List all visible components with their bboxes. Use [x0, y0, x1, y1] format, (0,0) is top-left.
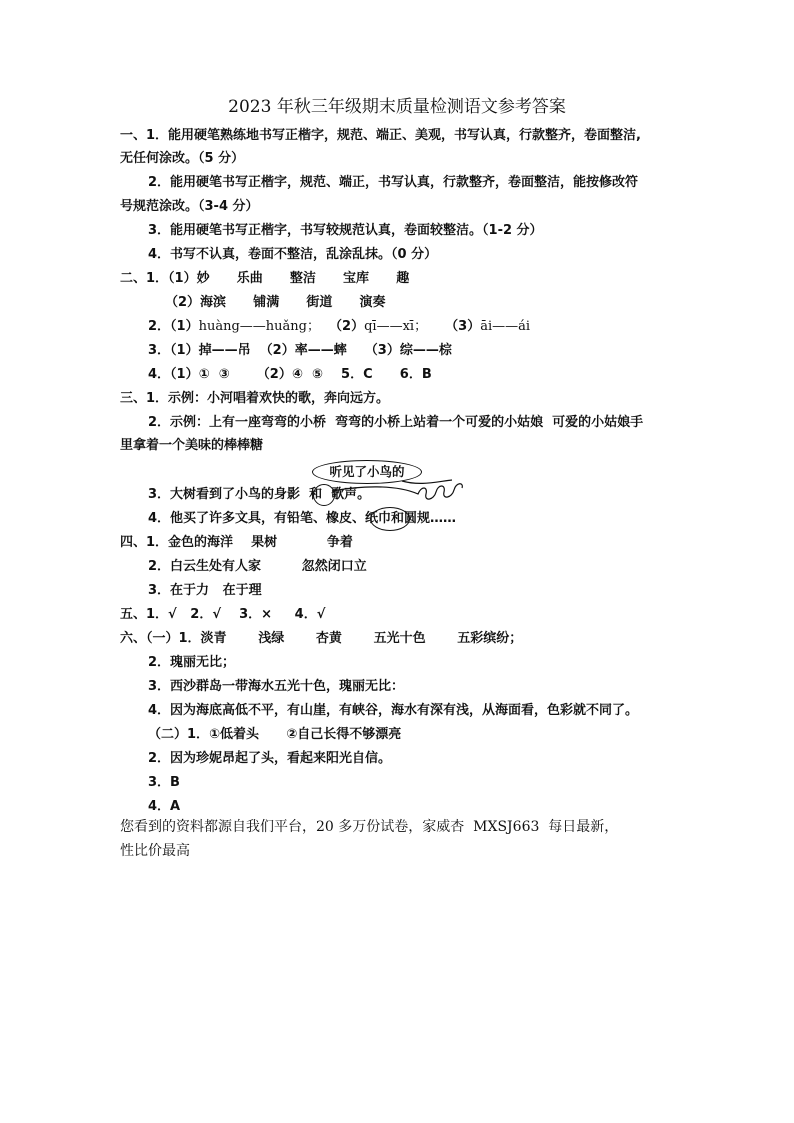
pinyin-3: āi——ái [480, 319, 531, 334]
s5-line-1: 五、1．√ 2．√ 3．× 4．√ [120, 607, 326, 622]
s2-line-3: 2．（1）huàng——huǎng； （2）qī——xī； （3）āi——ái [148, 319, 531, 334]
s1-line-1: 一、1．能用硬笔熟练地书写正楷字，规范、端正、美观，书写认真，行款整齐，卷面整洁, [120, 128, 641, 143]
circle-mark-zhijin [370, 507, 410, 531]
s6-line-5: （二）1．①低着头 ②自己长得不够漂亮 [148, 727, 402, 742]
s1-line-4: 号规范涂改。（3-4 分） [120, 199, 259, 214]
s2-line-4: 3．（1）掉——吊 （2）率——蟀 （3）综——棕 [148, 343, 452, 358]
s3-line-5: 4．他买了许多文具，有铅笔、橡皮、纸巾和圆规…… [148, 511, 457, 526]
s1-line-2: 无任何涂改。（5 分） [120, 151, 245, 166]
s6-line-2: 2．瑰丽无比； [148, 655, 236, 670]
s3-line-1: 三、1．示例：小河唱着欢快的歌，奔向远方。 [120, 391, 390, 406]
s2-line-2: （2）海滨 铺满 街道 演奏 [165, 295, 386, 310]
s4-line-3: 3．在于力 在于理 [148, 583, 262, 598]
s2-line-1: 二、1．（1）妙 乐曲 整洁 宝库 趣 [120, 271, 410, 286]
pinyin-1: huàng——huǎng； [198, 319, 320, 334]
s4-line-2: 2．白云生处有人家 忽然闭口立 [148, 559, 367, 574]
s6-line-7: 3．B [148, 775, 180, 790]
s6-line-1: 六、（一）1．淡青 浅绿 杏黄 五光十色 五彩缤纷； [120, 631, 523, 646]
footer-line-1: 您看到的资料都源自我们平台，20 多万份试卷，家威杏 MXSJ663 每日最新， [120, 819, 619, 835]
s1-line-6: 4．书写不认真，卷面不整洁，乱涂乱抹。（0 分） [148, 247, 438, 262]
pinyin-2: qī——xī； [364, 319, 428, 334]
s4-line-1: 四、1．金色的海洋 果树 争着 [120, 535, 353, 550]
s2-line-5: 4．（1）① ③ （2）④ ⑤ 5．C 6．B [148, 367, 432, 382]
s6-line-6: 2．因为珍妮昂起了头，看起来阳光自信。 [148, 751, 392, 766]
s6-line-4: 4．因为海底高低不平，有山崖，有峡谷，海水有深有浅，从海面看，色彩就不同了。 [148, 703, 639, 718]
insertion-bubble: 听见了小鸟的 [312, 460, 422, 484]
s6-line-8: 4．A [148, 799, 181, 814]
s1-line-3: 2．能用硬笔书写正楷字，规范、端正，书写认真，行款整齐，卷面整洁，能按修改符 [148, 175, 639, 190]
s3-line-4: 3．大树看到了小鸟的身影 和 歌声。 [148, 487, 371, 502]
s1-line-5: 3．能用硬笔书写正楷字，书写较规范认真，卷面较整洁。（1-2 分） [148, 223, 543, 238]
s3-line-3: 里拿着一个美味的棒棒糖 [120, 438, 264, 453]
s6-line-3: 3．西沙群岛一带海水五光十色，瑰丽无比： [148, 679, 405, 694]
circle-mark-he [313, 484, 335, 506]
s3-line-2: 2．示例：上有一座弯弯的小桥 弯弯的小桥上站着一个可爱的小姑娘 可爱的小姑娘手 [148, 415, 644, 430]
footer-line-2: 性比价最高 [120, 843, 190, 859]
page-title: 2023 年秋三年级期末质量检测语文参考答案 [228, 97, 566, 117]
